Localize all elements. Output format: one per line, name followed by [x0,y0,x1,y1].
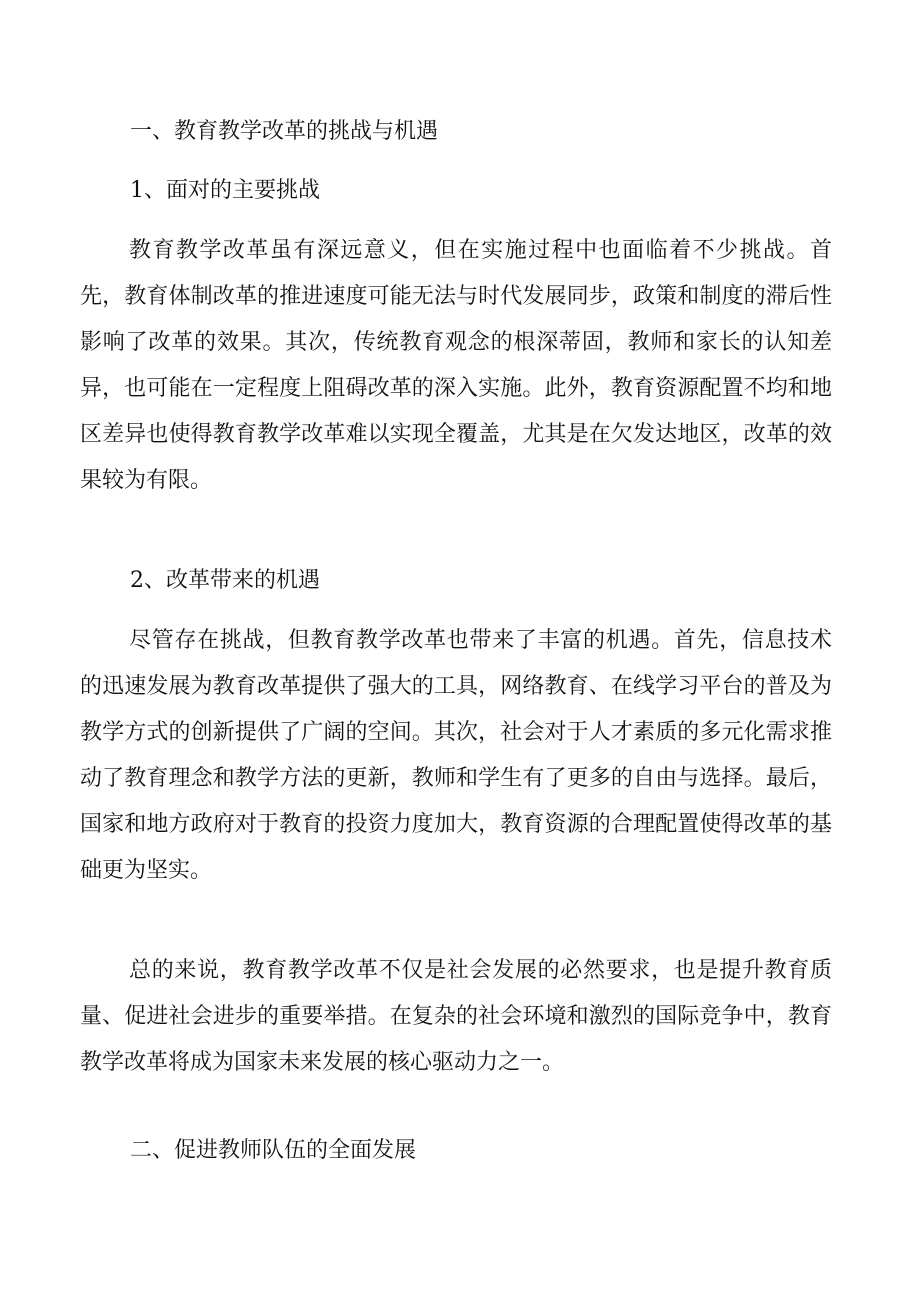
paragraph-opportunities: 尽管存在挑战，但教育教学改革也带来了丰富的机遇。首先，信息技术的迅速发展为教育改革提供了强大的工具，网络教育、在线学习平台的普及为教学方式的创新提供了广阔的空间。其次，社会对于人才素质的多元化需求推动了教育理念和教学方法的更新，教师和学生有了更多的自由与选择。最后，国家和地方政府对于教育的投资力度加大，教育资源的合理配置使得改革的基础更为坚实。 [80,628,832,883]
paragraph-summary: 总的来说，教育教学改革不仅是社会发展的必然要求，也是提升教育质量、促进社会进步的重要举措。在复杂的社会环境和激烈的国际竞争中，教育教学改革将成为国家未来发展的核心驱动力之一。 [80,958,832,1075]
paragraph-challenges: 教育教学改革虽有深远意义，但在实施过程中也面临着不少挑战。首先，教育体制改革的推进速度可能无法与时代发展同步，政策和制度的滞后性影响了改革的效果。其次，传统教育观念的根深蒂固，教师和家长的认知差异，也可能在一定程度上阻碍改革的深入实施。此外，教育资源配置不均和地区差异也使得教育教学改革难以实现全覆盖，尤其是在欠发达地区，改革的效果较为有限。 [80,238,832,493]
subsection-heading-2: 2、改革带来的机遇 [130,568,320,593]
section-heading-1: 一、教育教学改革的挑战与机遇 [130,119,439,144]
subsection-heading-1: 1、面对的主要挑战 [130,178,320,203]
section-heading-2: 二、促进教师队伍的全面发展 [130,1138,417,1163]
